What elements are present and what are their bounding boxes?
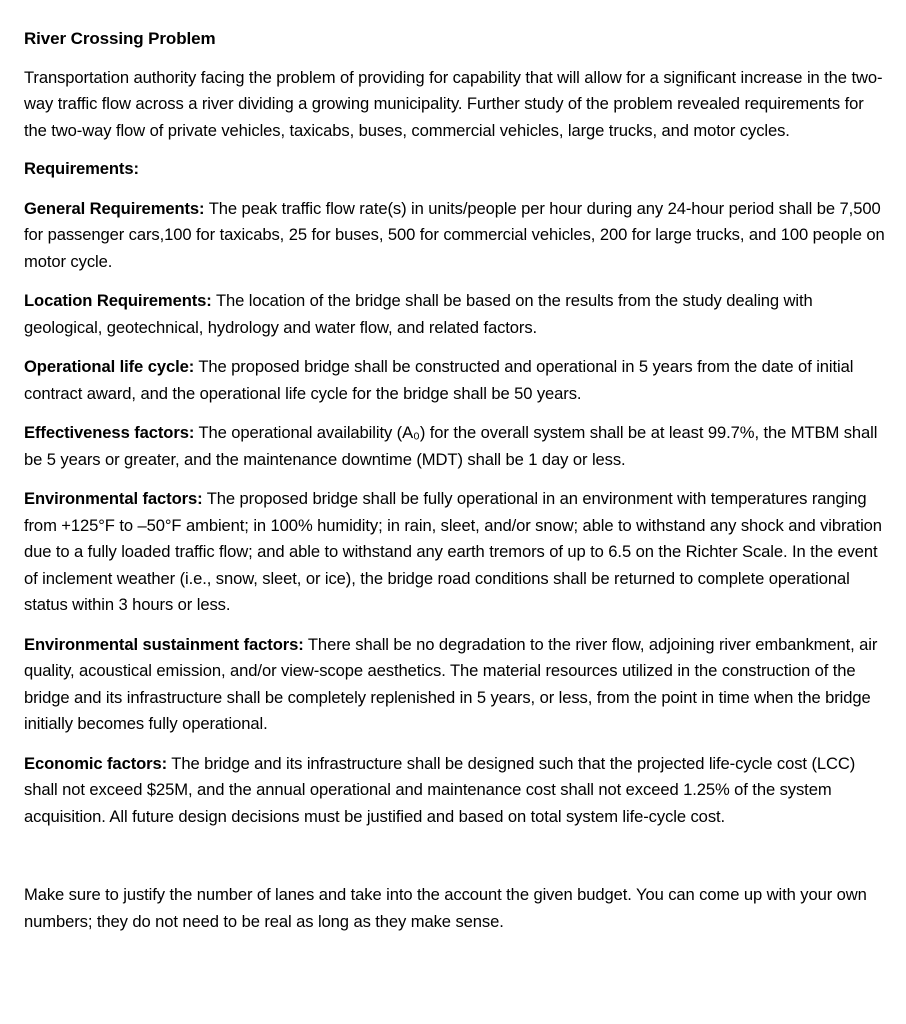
section-environmental-sustainment-factors [24,632,886,738]
closing-paragraph: Make sure to justify the number of lanes and take into the account the given budget. You can come up with your own numbers; they do not need to be real as long as they make sense. [24,885,867,931]
section-text: The location of the bridge shall be based on the results from the study dealing with geological, geotechnical, hydrology and water flow, and related factors. [24,291,813,337]
section-text: The peak traffic flow rate(s) in units/people per hour during any 24-hour period shall be 7,500 for passenger cars,100 for taxicabs, 25 for buses, 500 for commercial vehicles, 200 for large trucks, and 100 people on motor cycle. [24,198,885,271]
section-text: The operational availability (A₀) for the overall system shall be at least 99.7%, the MTBM shall be 5 years or greater, and the maintenance downtime (MDT) shall be 1 day or less. [24,423,878,469]
document-title: River Crossing Problem [24,29,216,48]
section-label: Operational life cycle: [24,357,195,376]
section-text: There shall be no degradation to the river flow, adjoining river embankment, air quality, acoustical emission, and/or view-scope aesthetics. The material resources utilized in the construction of the bridge and its infrastructure shall be completely replenished in 5 years, or less, from the point in time when the bridge initially becomes fully operational. [24,634,878,733]
section-label: Location Requirements: [24,291,212,310]
section-label: General Requirements: [24,198,205,218]
section-label: Effectiveness factors: [24,423,195,442]
section-text: The proposed bridge shall be fully operational in an environment with temperatures ranging from +125°F to –50°F ambient; in 100% humidity; in rain, sleet, and/or snow; able to withstand any shock and vibration due to a fully loaded traffic flow; and able to withstand any earth tremors of up to 6.5 on the Richter Scale. In the event of inclement weather (i.e., snow, sleet, or ice), the bridge road conditions shall be returned to complete operational status within 3 hours or less. [24,489,882,614]
section-effectiveness-factors [24,420,886,473]
section-text: The bridge and its infrastructure shall be designed such that the projected life-cycle cost (LCC) shall not exceed $25M, and the annual operational and maintenance cost shall not exceed 1.25% of the system acquisition. All future design decisions must be justified and based on total system life-cycle cost. [24,753,856,826]
section-location-requirements [24,288,886,341]
section-operational-life-cycle [24,354,886,407]
section-text: The proposed bridge shall be constructed and operational in 5 years from the date of initial contract award, and the operational life cycle for the bridge shall be 50 years. [24,357,854,403]
document-body [24,26,886,947]
intro-paragraph: Transportation authority facing the problem of providing for capability that will allow for a significant increase in the two-way traffic flow across a river dividing a growing municipality. Further study of the problem revealed requirements for the two-way flow of private vehicles, taxicabs, buses, commercial vehicles, large trucks, and motor cycles. [24,67,883,140]
section-label: Environmental sustainment factors: [24,634,304,654]
section-general-requirements [24,196,886,276]
section-label: Environmental factors: [24,489,203,508]
requirements-heading: Requirements: [24,159,139,178]
section-economic-factors [24,751,886,831]
section-environmental-factors [24,486,886,619]
section-label: Economic factors: [24,753,168,773]
